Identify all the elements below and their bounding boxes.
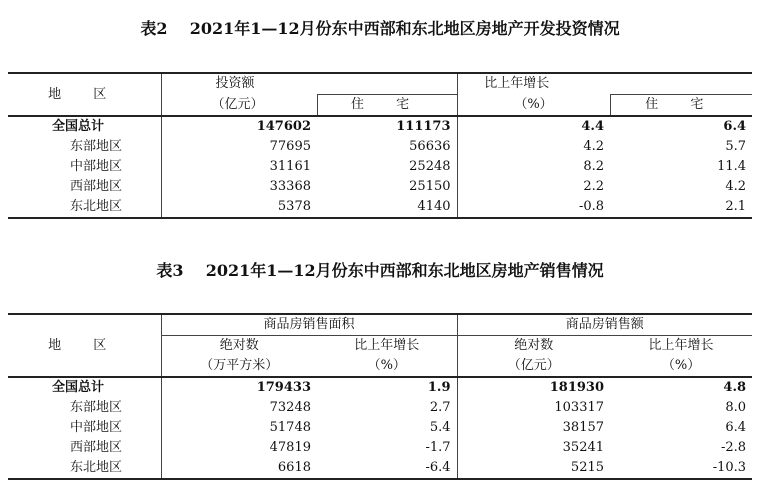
growth-value: 8.2 (583, 159, 605, 174)
region-name: 全国总计 (8, 116, 161, 137)
growth-residential-value: 4.2 (725, 179, 747, 194)
table2-header-growth-unit: （%） (457, 95, 610, 117)
residential-value: 111173 (317, 116, 457, 137)
sales-growth-value: 6.4 (725, 420, 747, 435)
sales-value: 181930 (549, 380, 605, 395)
table2-header-investment: 投资额 (161, 73, 457, 95)
table3-header-area-abs-unit: （万平方米） (200, 358, 279, 373)
area-growth-value: 1.9 (317, 377, 457, 398)
table3 (8, 313, 752, 480)
table-row (8, 116, 752, 137)
sales-growth-value: 4.8 (723, 380, 747, 395)
sales-value: 38157 (562, 420, 605, 435)
region-name: 中部地区 (8, 418, 161, 438)
region-name: 中部地区 (8, 157, 161, 177)
area-value: 73248 (269, 400, 311, 415)
investment-value: 147602 (256, 119, 311, 134)
area-value: 47819 (269, 440, 311, 455)
table3-header-area-growth-unit: （%） (317, 356, 457, 377)
table3-header-sales-group: 商品房销售额 (457, 314, 752, 336)
table3-header-sales-abs: 绝对数 (514, 338, 554, 353)
table-row (8, 137, 752, 157)
growth-value: 2.2 (583, 179, 605, 194)
region-name: 东部地区 (8, 398, 161, 418)
sales-value: 35241 (562, 440, 605, 455)
investment-value: 33368 (269, 179, 311, 194)
area-growth-value: 2.7 (317, 398, 457, 418)
table2-header-residential: 住 宅 (317, 95, 457, 117)
region-name: 西部地区 (8, 438, 161, 458)
table-row (8, 418, 752, 438)
area-growth-value: -6.4 (317, 458, 457, 479)
growth-value: 4.4 (581, 119, 605, 134)
sales-value: 103317 (554, 400, 605, 415)
table3-header-area-abs: 绝对数 (219, 338, 259, 353)
area-value: 51748 (269, 420, 311, 435)
residential-value: 25150 (317, 177, 457, 197)
growth-residential-value: 2.1 (725, 199, 747, 214)
growth-residential-value: 11.4 (717, 159, 747, 174)
residential-value: 56636 (317, 137, 457, 157)
table3-header-area-group: 商品房销售面积 (161, 314, 457, 336)
region-name: 东部地区 (8, 137, 161, 157)
table2-header-growth-residential: 住 宅 (610, 95, 752, 117)
table-row (8, 398, 752, 418)
investment-value: 5378 (277, 199, 311, 214)
region-name: 全国总计 (8, 377, 161, 398)
table2-header-growth: 比上年增长 (484, 76, 550, 91)
table3-header-area-growth: 比上年增长 (317, 336, 457, 357)
table-row (8, 438, 752, 458)
table3-header-sales-growth-unit: （%） (661, 358, 701, 373)
area-value: 6618 (277, 460, 311, 475)
table3-header-sales-abs-unit: （亿元） (507, 358, 560, 373)
sales-growth-value: -2.8 (720, 440, 747, 455)
area-value: 179433 (256, 380, 311, 395)
table3-header-region: 地 区 (8, 314, 161, 377)
investment-value: 77695 (269, 139, 311, 154)
region-name: 东北地区 (8, 197, 161, 218)
table2-title: 表2 2021年1—12月份东中西部和东北地区房地产开发投资情况 (140, 19, 620, 38)
table2 (8, 72, 752, 219)
table3-title: 表3 2021年1—12月份东中西部和东北地区房地产销售情况 (156, 261, 604, 280)
growth-value: 4.2 (583, 139, 605, 154)
sales-growth-value: 8.0 (725, 400, 747, 415)
table2-header-investment-unit: （亿元） (161, 95, 317, 117)
sales-growth-value: -10.3 (712, 460, 747, 475)
residential-value: 4140 (317, 197, 457, 218)
region-name: 西部地区 (8, 177, 161, 197)
growth-residential-value: 6.4 (723, 119, 747, 134)
growth-residential-value: 5.7 (725, 139, 747, 154)
investment-value: 31161 (269, 159, 311, 174)
region-name: 东北地区 (8, 458, 161, 479)
residential-value: 25248 (317, 157, 457, 177)
sales-value: 5215 (570, 460, 605, 475)
table-row (8, 377, 752, 398)
table2-header-region: 地 区 (8, 73, 161, 116)
table-row (8, 458, 752, 479)
table-row (8, 197, 752, 218)
area-growth-value: 5.4 (317, 418, 457, 438)
table-row (8, 157, 752, 177)
table-row (8, 177, 752, 197)
area-growth-value: -1.7 (317, 438, 457, 458)
table3-header-sales-growth: 比上年增长 (648, 338, 714, 353)
growth-value: -0.8 (578, 199, 605, 214)
